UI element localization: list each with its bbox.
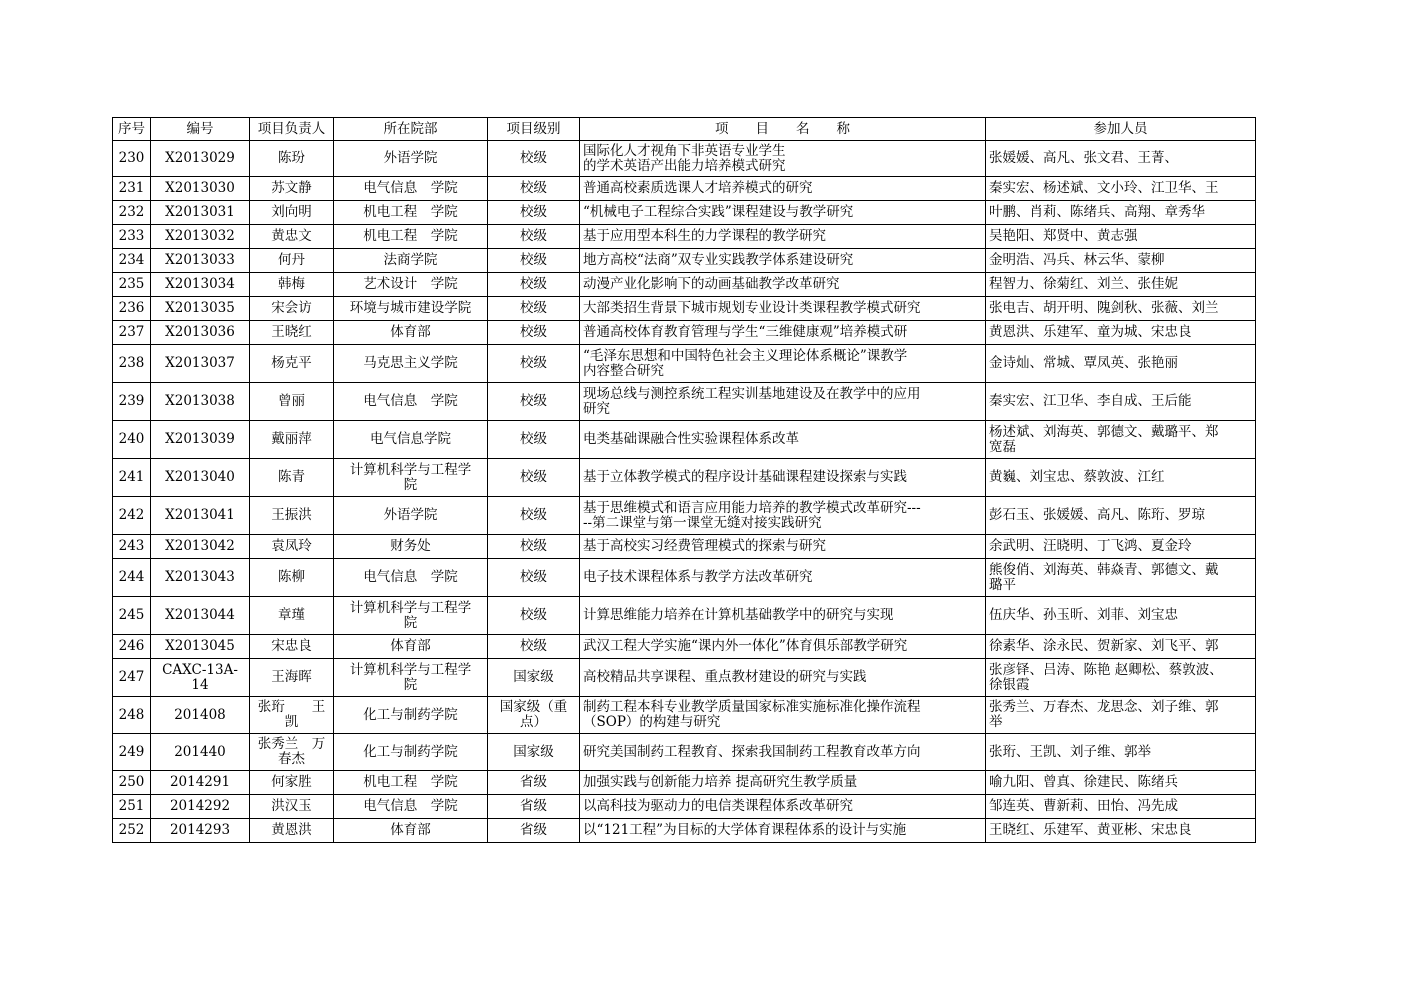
cell-code: X2013039: [151, 421, 250, 459]
cell-dept: 电气信息 学院: [334, 383, 488, 421]
cell-no: 242: [113, 497, 151, 535]
cell-members: 张媛媛、高凡、张文君、王菁、: [986, 141, 1256, 177]
cell-leader: 章瑾: [250, 597, 334, 635]
cell-leader: 何丹: [250, 249, 334, 273]
cell-project-name: 现场总线与测控系统工程实训基地建设及在教学中的应用 研究: [580, 383, 986, 421]
table-row: [113, 697, 1256, 734]
table-row: [113, 249, 1256, 273]
cell-code: 201440: [151, 734, 250, 771]
table-row: [113, 273, 1256, 297]
cell-no: 233: [113, 225, 151, 249]
cell-code: 2014291: [151, 771, 250, 795]
cell-leader: 曾丽: [250, 383, 334, 421]
cell-code: X2013038: [151, 383, 250, 421]
cell-leader: 王振洪: [250, 497, 334, 535]
cell-members: 熊俊俏、刘海英、韩焱青、郭德文、戴 璐平: [986, 559, 1256, 597]
cell-no: 240: [113, 421, 151, 459]
cell-no: 250: [113, 771, 151, 795]
cell-leader: 洪汉玉: [250, 795, 334, 819]
table-row: [113, 497, 1256, 535]
cell-leader: 陈柳: [250, 559, 334, 597]
cell-leader: 宋会访: [250, 297, 334, 321]
cell-dept: 马克思主义学院: [334, 345, 488, 383]
cell-level: 校级: [488, 297, 580, 321]
cell-level: 国家级: [488, 734, 580, 771]
col-header-level: 项目级别: [488, 118, 580, 141]
cell-no: 237: [113, 321, 151, 345]
cell-level: 校级: [488, 383, 580, 421]
cell-project-name: 加强实践与创新能力培养 提高研究生教学质量: [580, 771, 986, 795]
table-row: [113, 597, 1256, 635]
cell-code: X2013037: [151, 345, 250, 383]
cell-code: X2013034: [151, 273, 250, 297]
cell-leader: 韩梅: [250, 273, 334, 297]
table-row: [113, 421, 1256, 459]
cell-no: 243: [113, 535, 151, 559]
table-row: [113, 819, 1256, 843]
cell-level: 校级: [488, 497, 580, 535]
cell-members: 伍庆华、孙玉昕、刘菲、刘宝忠: [986, 597, 1256, 635]
cell-project-name: 高校精品共享课程、重点教材建设的研究与实践: [580, 659, 986, 697]
cell-code: 2014293: [151, 819, 250, 843]
cell-dept: 计算机科学与工程学 院: [334, 597, 488, 635]
cell-members: 张珩、王凯、刘子维、郭举: [986, 734, 1256, 771]
cell-level: 校级: [488, 177, 580, 201]
cell-leader: 杨克平: [250, 345, 334, 383]
cell-level: 省级: [488, 819, 580, 843]
cell-project-name: 基于立体教学模式的程序设计基础课程建设探索与实践: [580, 459, 986, 497]
cell-project-name: 制药工程本科专业教学质量国家标准实施标准化操作流程 （SOP）的构建与研究: [580, 697, 986, 734]
cell-dept: 机电工程 学院: [334, 201, 488, 225]
col-header-name: 项 目 名 称: [580, 118, 986, 141]
cell-no: 232: [113, 201, 151, 225]
col-header-no: 序号: [113, 118, 151, 141]
cell-project-name: 电类基础课融合性实验课程体系改革: [580, 421, 986, 459]
col-header-members: 参加人员: [986, 118, 1256, 141]
table-row: [113, 795, 1256, 819]
cell-code: X2013032: [151, 225, 250, 249]
cell-leader: 王海晖: [250, 659, 334, 697]
cell-project-name: 动漫产业化影响下的动画基础教学改革研究: [580, 273, 986, 297]
col-header-leader: 项目负责人: [250, 118, 334, 141]
cell-code: X2013030: [151, 177, 250, 201]
cell-level: 校级: [488, 201, 580, 225]
cell-dept: 机电工程 学院: [334, 225, 488, 249]
cell-leader: 苏文静: [250, 177, 334, 201]
cell-dept: 化工与制药学院: [334, 697, 488, 734]
table-row: [113, 771, 1256, 795]
cell-members: 吴艳阳、郑贤中、黄志强: [986, 225, 1256, 249]
cell-project-name: 基于应用型本科生的力学课程的教学研究: [580, 225, 986, 249]
cell-project-name: 计算思维能力培养在计算机基础教学中的研究与实现: [580, 597, 986, 635]
cell-code: X2013033: [151, 249, 250, 273]
cell-leader: 袁凤玲: [250, 535, 334, 559]
cell-no: 230: [113, 141, 151, 177]
cell-project-name: 国际化人才视角下非英语专业学生 的学术英语产出能力培养模式研究: [580, 141, 986, 177]
cell-members: 张秀兰、万春杰、龙思念、刘子维、郭 举: [986, 697, 1256, 734]
cell-dept: 电气信息 学院: [334, 177, 488, 201]
cell-no: 245: [113, 597, 151, 635]
cell-project-name: 研究美国制药工程教育、探索我国制药工程教育改革方向: [580, 734, 986, 771]
cell-dept: 计算机科学与工程学 院: [334, 659, 488, 697]
cell-dept: 艺术设计 学院: [334, 273, 488, 297]
table-row: [113, 459, 1256, 497]
col-header-code: 编号: [151, 118, 250, 141]
cell-leader: 王晓红: [250, 321, 334, 345]
table-row: [113, 345, 1256, 383]
project-table: [112, 117, 1256, 843]
cell-code: X2013035: [151, 297, 250, 321]
table-row: [113, 201, 1256, 225]
cell-no: 234: [113, 249, 151, 273]
cell-leader: 黄恩洪: [250, 819, 334, 843]
cell-leader: 何家胜: [250, 771, 334, 795]
cell-level: 校级: [488, 597, 580, 635]
cell-project-name: 电子技术课程体系与教学方法改革研究: [580, 559, 986, 597]
cell-no: 236: [113, 297, 151, 321]
cell-no: 239: [113, 383, 151, 421]
table-body: [113, 141, 1256, 843]
cell-project-name: 基于高校实习经费管理模式的探索与研究: [580, 535, 986, 559]
cell-code: X2013044: [151, 597, 250, 635]
cell-code: X2013040: [151, 459, 250, 497]
cell-leader: 黄忠文: [250, 225, 334, 249]
cell-no: 251: [113, 795, 151, 819]
table-row: [113, 383, 1256, 421]
cell-project-name: 以“121工程”为目标的大学体育课程体系的设计与实施: [580, 819, 986, 843]
cell-code: X2013041: [151, 497, 250, 535]
cell-members: 喻九阳、曾真、徐建民、陈绪兵: [986, 771, 1256, 795]
col-header-dept: 所在院部: [334, 118, 488, 141]
cell-no: 238: [113, 345, 151, 383]
cell-members: 秦实宏、杨述斌、文小玲、江卫华、王: [986, 177, 1256, 201]
cell-dept: 体育部: [334, 819, 488, 843]
table-row: [113, 635, 1256, 659]
cell-level: 省级: [488, 771, 580, 795]
table-row: [113, 734, 1256, 771]
cell-project-name: 地方高校“法商”双专业实践教学体系建设研究: [580, 249, 986, 273]
cell-code: X2013029: [151, 141, 250, 177]
cell-members: 黄恩洪、乐建军、童为城、宋忠良: [986, 321, 1256, 345]
cell-members: 金明浩、冯兵、林云华、蒙柳: [986, 249, 1256, 273]
cell-project-name: 普通高校体育教育管理与学生“三维健康观”培养模式研: [580, 321, 986, 345]
cell-code: X2013036: [151, 321, 250, 345]
cell-no: 244: [113, 559, 151, 597]
cell-leader: 陈青: [250, 459, 334, 497]
cell-members: 徐素华、涂永民、贺新家、刘飞平、郭: [986, 635, 1256, 659]
cell-dept: 电气信息学院: [334, 421, 488, 459]
cell-code: X2013042: [151, 535, 250, 559]
cell-project-name: 普通高校素质选课人才培养模式的研究: [580, 177, 986, 201]
cell-dept: 环境与城市建设学院: [334, 297, 488, 321]
cell-dept: 机电工程 学院: [334, 771, 488, 795]
cell-members: 邹连英、曹新莉、田怡、冯先成: [986, 795, 1256, 819]
table-row: [113, 141, 1256, 177]
cell-leader: 宋忠良: [250, 635, 334, 659]
cell-dept: 财务处: [334, 535, 488, 559]
cell-dept: 电气信息 学院: [334, 795, 488, 819]
cell-level: 国家级: [488, 659, 580, 697]
cell-dept: 法商学院: [334, 249, 488, 273]
cell-leader: 张秀兰 万 春杰: [250, 734, 334, 771]
cell-dept: 体育部: [334, 321, 488, 345]
table-row: [113, 535, 1256, 559]
cell-members: 王晓红、乐建军、黄亚彬、宋忠良: [986, 819, 1256, 843]
cell-no: 252: [113, 819, 151, 843]
cell-members: 彭石玉、张媛媛、高凡、陈珩、罗琼: [986, 497, 1256, 535]
cell-dept: 外语学院: [334, 141, 488, 177]
cell-members: 叶鹏、肖莉、陈绪兵、高翔、章秀华: [986, 201, 1256, 225]
cell-level: 校级: [488, 421, 580, 459]
cell-no: 235: [113, 273, 151, 297]
cell-level: 校级: [488, 273, 580, 297]
cell-no: 247: [113, 659, 151, 697]
cell-level: 校级: [488, 559, 580, 597]
cell-no: 249: [113, 734, 151, 771]
cell-no: 231: [113, 177, 151, 201]
cell-project-name: 基于思维模式和语言应用能力培养的教学模式改革研究--- --第二课堂与第一课堂无缝对接实践研究: [580, 497, 986, 535]
cell-code: 2014292: [151, 795, 250, 819]
cell-code: CAXC-13A-14: [151, 659, 250, 697]
cell-level: 校级: [488, 225, 580, 249]
table-row: [113, 321, 1256, 345]
cell-leader: 戴丽萍: [250, 421, 334, 459]
cell-members: 金诗灿、常城、覃凤英、张艳丽: [986, 345, 1256, 383]
cell-no: 241: [113, 459, 151, 497]
cell-project-name: “毛泽东思想和中国特色社会主义理论体系概论”课教学 内容整合研究: [580, 345, 986, 383]
cell-dept: 电气信息 学院: [334, 559, 488, 597]
table-row: [113, 559, 1256, 597]
cell-level: 校级: [488, 459, 580, 497]
cell-members: 黄巍、刘宝忠、蔡敦波、江红: [986, 459, 1256, 497]
cell-level: 校级: [488, 345, 580, 383]
cell-members: 程智力、徐菊红、刘兰、张佳妮: [986, 273, 1256, 297]
cell-code: X2013031: [151, 201, 250, 225]
cell-members: 张电吉、胡开明、隗剑秋、张薇、刘兰: [986, 297, 1256, 321]
cell-code: 201408: [151, 697, 250, 734]
cell-dept: 化工与制药学院: [334, 734, 488, 771]
cell-project-name: 以高科技为驱动力的电信类课程体系改革研究: [580, 795, 986, 819]
table-row: [113, 225, 1256, 249]
cell-leader: 刘向明: [250, 201, 334, 225]
cell-project-name: 大部类招生背景下城市规划专业设计类课程教学模式研究: [580, 297, 986, 321]
cell-code: X2013043: [151, 559, 250, 597]
cell-level: 校级: [488, 635, 580, 659]
cell-project-name: 武汉工程大学实施“课内外一体化”体育俱乐部教学研究: [580, 635, 986, 659]
cell-level: 校级: [488, 249, 580, 273]
cell-dept: 体育部: [334, 635, 488, 659]
table-row: [113, 177, 1256, 201]
cell-no: 248: [113, 697, 151, 734]
header-row: [113, 118, 1256, 141]
cell-leader: 张珩 王 凯: [250, 697, 334, 734]
cell-members: 杨述斌、刘海英、郭德文、戴璐平、郑 宽磊: [986, 421, 1256, 459]
cell-code: X2013045: [151, 635, 250, 659]
cell-level: 省级: [488, 795, 580, 819]
cell-dept: 外语学院: [334, 497, 488, 535]
cell-members: 秦实宏、江卫华、李自成、王后能: [986, 383, 1256, 421]
cell-leader: 陈玢: [250, 141, 334, 177]
cell-level: 校级: [488, 535, 580, 559]
cell-level: 校级: [488, 141, 580, 177]
cell-dept: 计算机科学与工程学 院: [334, 459, 488, 497]
cell-members: 张彦铎、吕涛、陈艳 赵卿松、蔡敦波、 徐银霞: [986, 659, 1256, 697]
table-row: [113, 297, 1256, 321]
cell-no: 246: [113, 635, 151, 659]
cell-members: 余武明、汪晓明、丁飞鸿、夏金玲: [986, 535, 1256, 559]
cell-project-name: “机械电子工程综合实践”课程建设与教学研究: [580, 201, 986, 225]
table-row: [113, 659, 1256, 697]
cell-level: 国家级（重 点）: [488, 697, 580, 734]
cell-level: 校级: [488, 321, 580, 345]
